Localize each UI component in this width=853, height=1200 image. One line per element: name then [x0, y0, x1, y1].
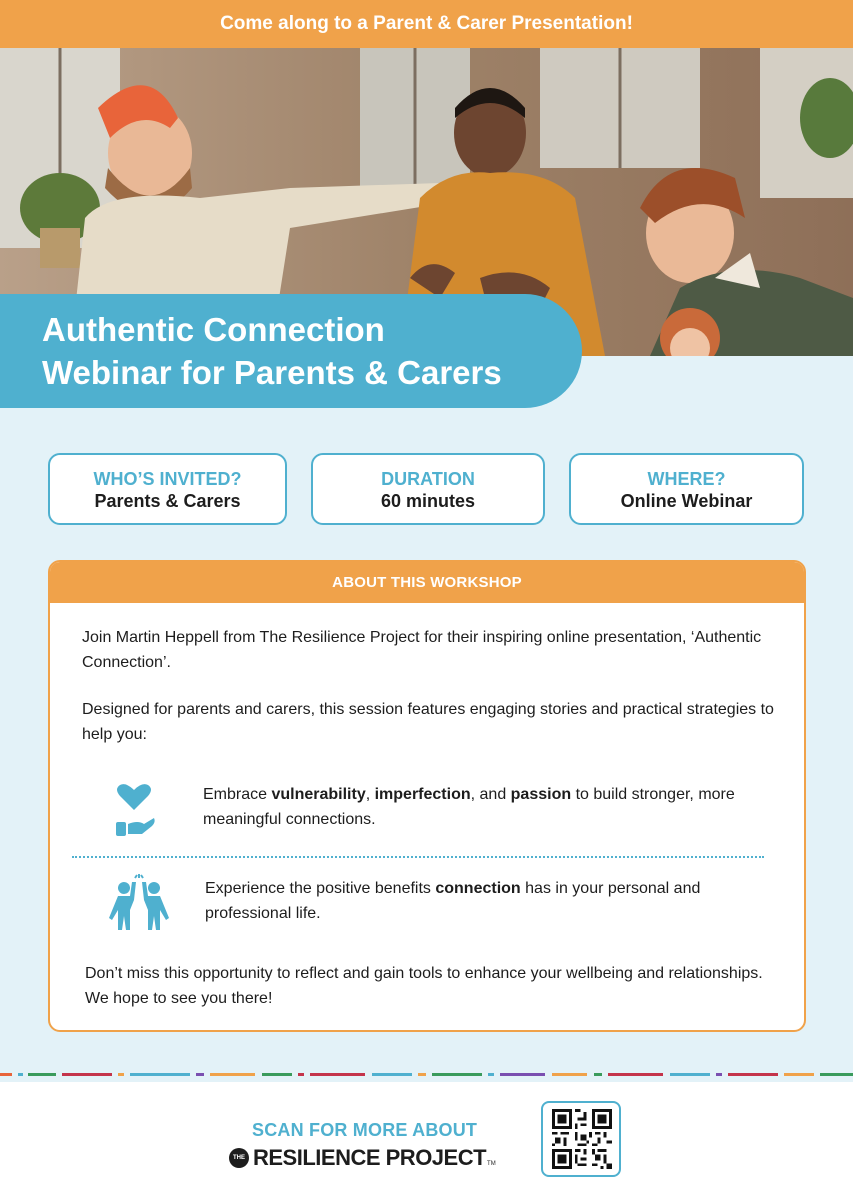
color-dash-divider: [0, 1073, 853, 1077]
footer: [0, 1082, 853, 1200]
title-line-1: Authentic Connection: [42, 311, 385, 348]
scan-text: SCAN FOR MORE ABOUT: [252, 1120, 478, 1140]
info-label: WHERE?: [647, 469, 726, 489]
closing-text: Don’t miss this opportunity to reflect and gain tools to enhance your wellbeing and relationships. We hope to see you there!: [85, 965, 763, 1007]
info-box-who: [48, 453, 287, 525]
workshop-heading: ABOUT THIS WORKSHOP: [50, 562, 804, 603]
title-banner: [0, 294, 582, 408]
designed-text: Designed for parents and carers, this session features engaging stories and practical strategies to help you:: [82, 701, 774, 743]
info-label: WHO’S INVITED?: [93, 469, 242, 489]
banner-text: Come along to a Parent & Carer Presentation!: [220, 13, 633, 34]
workshop-card: [48, 560, 806, 1032]
info-box-duration: [311, 453, 545, 525]
brand-name: RESILIENCE PROJECT: [253, 1145, 487, 1170]
info-label: DURATION: [381, 469, 475, 489]
info-value: 60 minutes: [380, 491, 476, 511]
dotted-divider: [72, 856, 764, 858]
bullet-text-2: Experience the positive benefits connection has in your personal and professional life.: [205, 880, 701, 922]
bullet-text-1: Embrace vulnerability, imperfection, and passion to build stronger, more meaningful connections.: [203, 786, 735, 828]
brand-prefix-badge: THE: [229, 1148, 249, 1168]
info-box-where: [569, 453, 804, 525]
title-line-2: Webinar for Parents & Carers: [42, 354, 502, 391]
qr-code[interactable]: [541, 1101, 621, 1177]
brand-trademark: TM: [487, 1161, 496, 1167]
heart-in-hand-icon: [112, 782, 156, 838]
intro-text: Join Martin Heppell from The Resilience Project for their inspiring online presentation, ‘Authentic Connection’.: [82, 629, 762, 671]
high-five-icon: [106, 874, 172, 932]
info-value: Online Webinar: [620, 491, 753, 511]
info-value: Parents & Carers: [94, 491, 241, 511]
qr-code-icon: [552, 1108, 612, 1170]
top-banner: [0, 0, 853, 48]
brand-logo[interactable]: [229, 1145, 496, 1171]
